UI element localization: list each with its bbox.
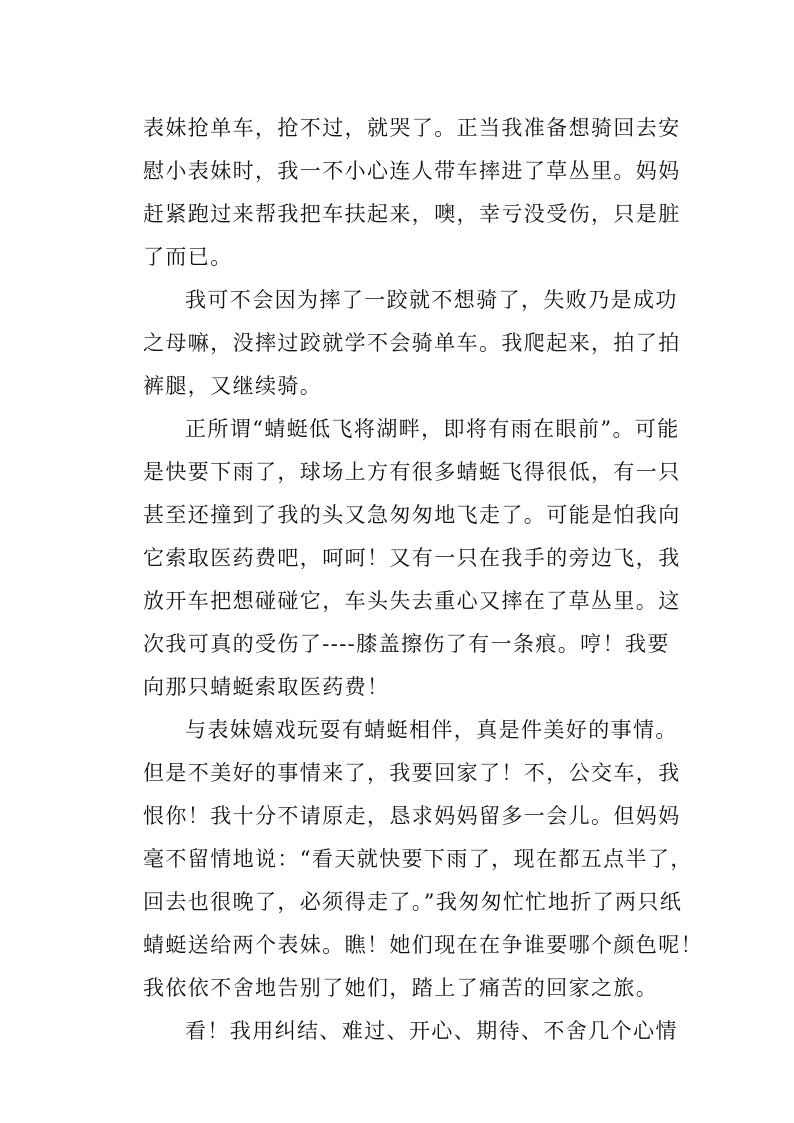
- text-line-9: 是快要下雨了，球场上方有很多蜻蜓飞得很低，有一只: [143, 460, 681, 484]
- text-line-21: 我依依不舍地告别了她们，踏上了痛苦的回家之旅。: [143, 976, 659, 1000]
- text-line-1: 表妹抢单车，抢不过，就哭了。正当我准备想骑回去安: [143, 116, 681, 140]
- text-line-11: 它索取医药费吧，呵呵！又有一只在我手的旁边飞，我: [143, 546, 681, 570]
- text-line-10: 甚至还撞到了我的头又急匆匆地飞走了。可能是怕我向: [143, 503, 681, 527]
- text-line-12: 放开车把想碰碰它，车头失去重心又摔在了草丛里。这: [143, 589, 681, 613]
- text-line-8: 正所谓“蜻蜓低飞将湖畔，即将有雨在眼前”。可能: [185, 417, 680, 441]
- text-line-22: 看！我用纠结、难过、开心、期待、不舍几个心情: [185, 1019, 678, 1043]
- text-line-4: 了而已。: [143, 245, 233, 269]
- text-line-16: 但是不美好的事情来了，我要回家了！不，公交车，我: [143, 761, 681, 785]
- text-line-13: 次我可真的受伤了----膝盖擦伤了有一条痕。哼！我要: [143, 632, 670, 656]
- text-line-3: 赶紧跑过来帮我把车扶起来，噢，幸亏没受伤，只是脏: [143, 202, 681, 226]
- text-line-7: 裤腿，又继续骑。: [143, 374, 323, 398]
- text-line-14: 向那只蜻蜓索取医药费！: [143, 675, 390, 699]
- text-line-17: 恨你！我十分不请原走，恳求妈妈留多一会儿。但妈妈: [143, 804, 681, 828]
- text-line-5: 我可不会因为摔了一跤就不想骑了，失败乃是成功: [185, 288, 678, 312]
- text-line-2: 慰小表妹时，我一不小心连人带车摔进了草丛里。妈妈: [143, 159, 681, 183]
- text-line-15: 与表妹嬉戏玩耍有蜻蜓相伴，真是件美好的事情。: [185, 718, 678, 742]
- text-line-20: 蜻蜓送给两个表妹。瞧！她们现在在争谁要哪个颜色呢！: [143, 933, 703, 957]
- text-line-19: 回去也很晚了，必须得走了。”我匆匆忙忙地折了两只纸: [143, 890, 683, 914]
- text-line-18: 毫不留情地说：“看天就快要下雨了，现在都五点半了，: [143, 847, 693, 871]
- text-line-6: 之母嘛，没摔过跤就学不会骑单车。我爬起来，拍了拍: [143, 331, 681, 355]
